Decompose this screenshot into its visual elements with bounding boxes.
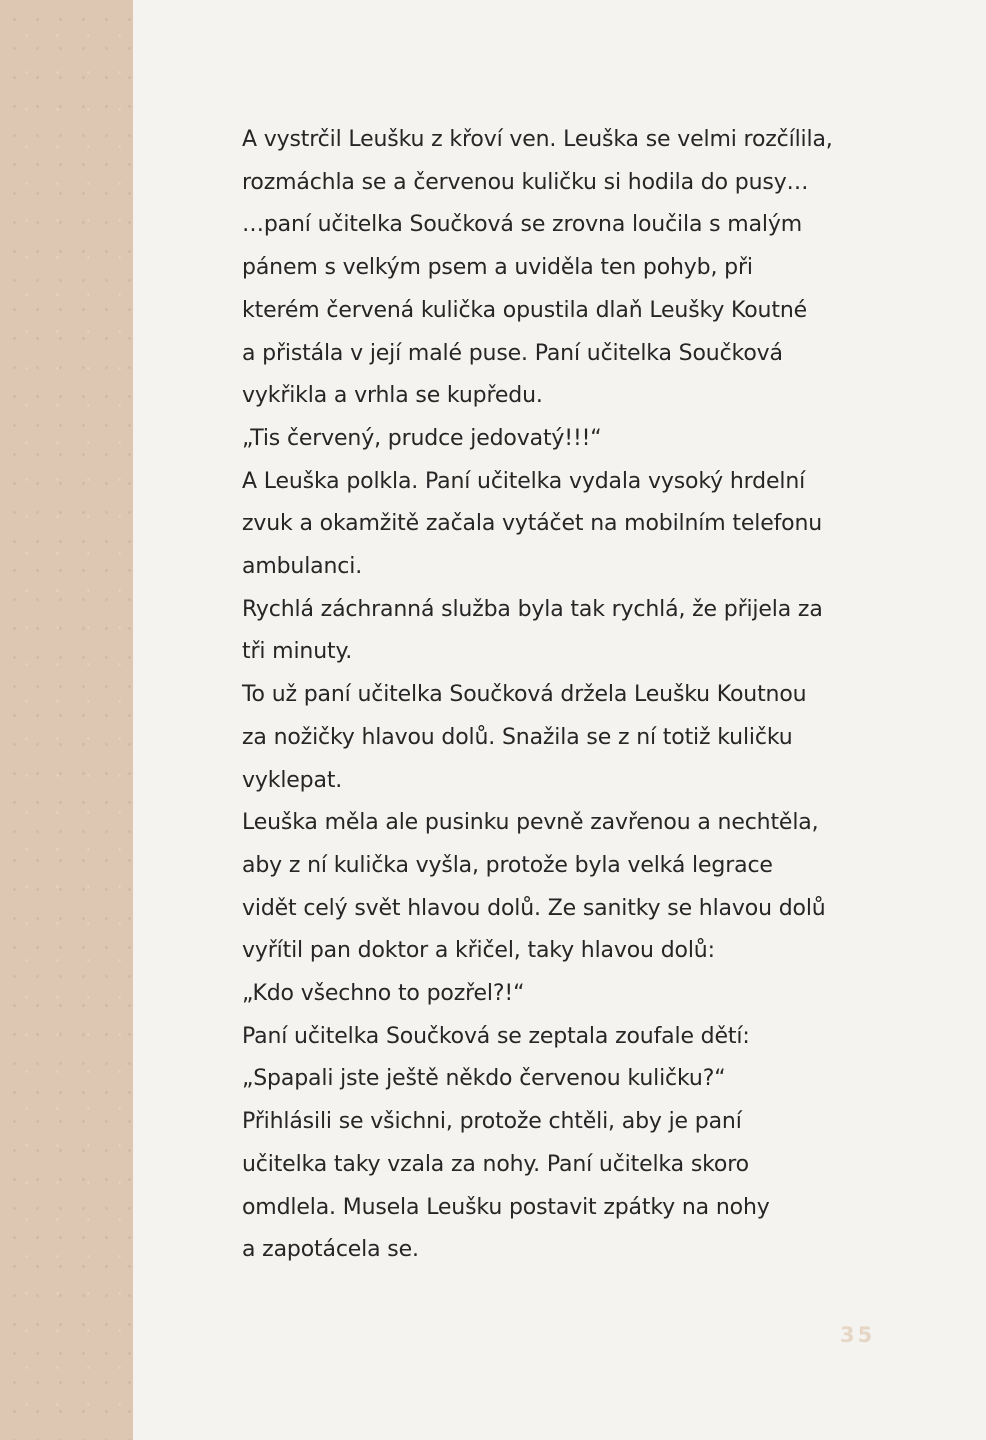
text-line: To už paní učitelka Součková držela Leušku Koutnou	[242, 682, 807, 708]
text-line: tři minuty.	[242, 639, 353, 665]
text-line: A Leuška polkla. Paní učitelka vydala vysoký hrdelní	[242, 468, 806, 494]
text-line: omdlela. Musela Leušku postavit zpátky na nohy	[242, 1194, 770, 1220]
text-line: ambulanci.	[242, 554, 363, 580]
text-line: „Spapali jste ještě někdo červenou kuličku?“	[242, 1066, 726, 1092]
text-line: …paní učitelka Součková se zrovna loučila s malým	[242, 212, 803, 238]
text-line: za nožičky hlavou dolů. Snažila se z ní totiž kuličku	[242, 724, 793, 750]
text-line: A vystrčil Leušku z křoví ven. Leuška se velmi rozčílila,	[242, 127, 833, 152]
text-line: vyřítil pan doktor a křičel, taky hlavou dolů:	[242, 938, 715, 964]
text-line: Leuška měla ale pusinku pevně zavřenou a nechtěla,	[242, 810, 819, 836]
story-text	[242, 119, 902, 1272]
page-number: 35	[840, 1323, 876, 1347]
text-line: aby z ní kulička vyšla, protože byla velká legrace	[242, 852, 773, 878]
text-line: pánem s velkým psem a uviděla ten pohyb, při	[242, 255, 753, 281]
text-line: zvuk a okamžitě začala vytáčet na mobilním telefonu	[242, 511, 823, 537]
text-line: Paní učitelka Součková se zeptala zoufale dětí:	[242, 1023, 750, 1049]
text-line: a zapotácela se.	[242, 1237, 419, 1263]
text-line: vidět celý svět hlavou dolů. Ze sanitky se hlavou dolů	[242, 895, 826, 921]
text-line: kterém červená kulička opustila dlaň Leušky Koutné	[242, 297, 807, 323]
text-line: Rychlá záchranná služba byla tak rychlá, že přijela za	[242, 596, 823, 622]
text-line: rozmáchla se a červenou kuličku si hodila do pusy…	[242, 169, 809, 195]
text-line: „Tis červený, prudce jedovatý!!!“	[242, 425, 602, 451]
text-line: „Kdo všechno to pozřel?!“	[242, 981, 525, 1007]
side-strip-decoration	[0, 0, 133, 1440]
text-line: vyklepat.	[242, 767, 343, 793]
text-line: Přihlásili se všichni, protože chtěli, aby je paní	[242, 1109, 742, 1135]
text-line: učitelka taky vzala za nohy. Paní učitelka skoro	[242, 1151, 749, 1177]
text-line: a přistála v její malé puse. Paní učitelka Součková	[242, 340, 783, 366]
text-line: vykřikla a vrhla se kupředu.	[242, 383, 543, 409]
